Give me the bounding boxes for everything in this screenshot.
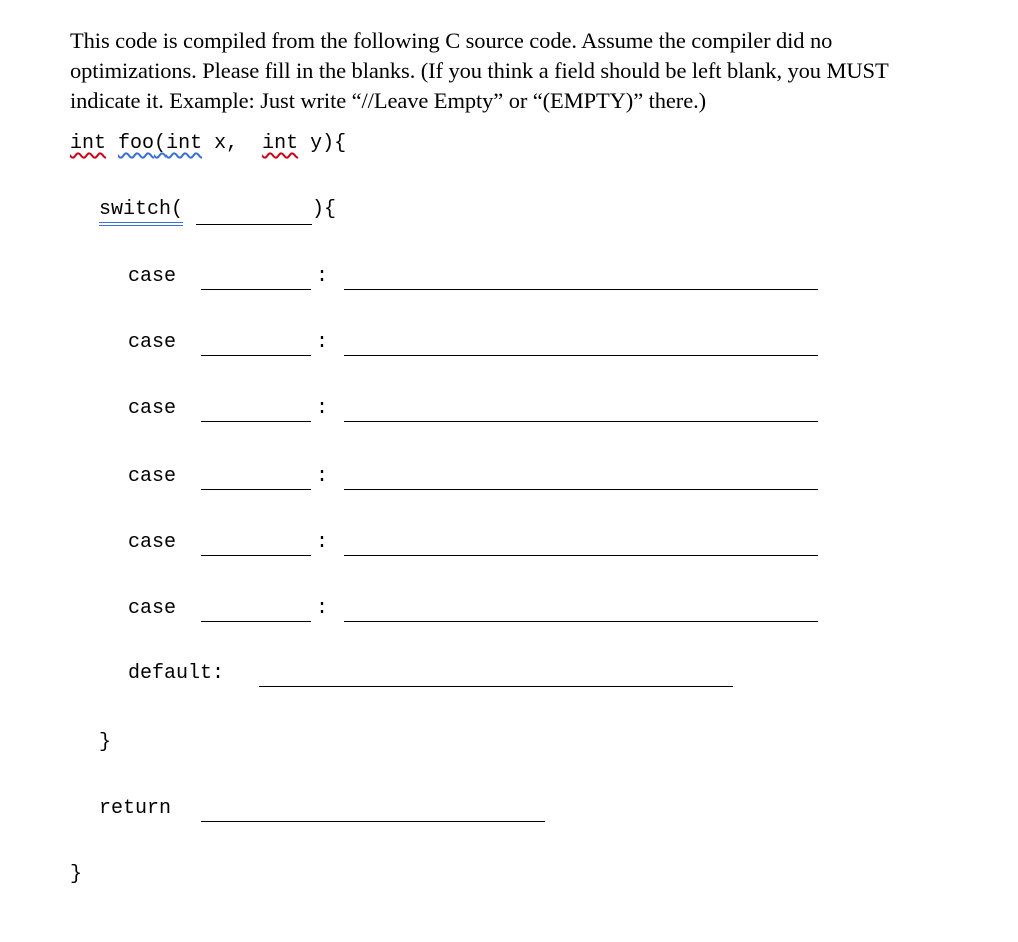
function-signature <box>70 132 346 156</box>
case-colon: : <box>316 597 329 620</box>
case-colon: : <box>316 531 329 554</box>
case-label: case <box>128 397 177 420</box>
case-body-blank[interactable] <box>344 621 818 622</box>
case-body-blank[interactable] <box>344 489 818 490</box>
keyword-int-2: int <box>262 132 299 155</box>
instructions-line-3: indicate it. Example: Just write “//Leave Empty” or “(EMPTY)” there.) <box>70 88 706 113</box>
case-colon: : <box>316 465 329 488</box>
case-value-blank[interactable] <box>201 421 311 422</box>
instructions-paragraph <box>70 26 970 116</box>
switch-close-brace: } <box>99 731 112 754</box>
case-body-blank[interactable] <box>344 421 818 422</box>
return-keyword: return <box>99 797 172 820</box>
return-value-blank[interactable] <box>201 821 545 822</box>
default-label: default: <box>128 662 225 685</box>
param-y: y){ <box>298 132 347 155</box>
case-label: case <box>128 531 177 554</box>
instructions-line-1: This code is compiled from the following C source code. Assume the compiler did no <box>70 28 833 53</box>
case-colon: : <box>316 265 329 288</box>
case-body-blank[interactable] <box>344 555 818 556</box>
switch-keyword: switch( <box>99 198 183 222</box>
case-value-blank[interactable] <box>201 621 311 622</box>
case-label: case <box>128 465 177 488</box>
case-label: case <box>128 265 177 288</box>
keyword-int: int <box>70 132 107 155</box>
switch-expression-blank[interactable] <box>196 224 312 225</box>
switch-open-brace: ){ <box>312 198 337 221</box>
instructions-line-2: optimizations. Please fill in the blanks. (If you think a field should be left blank, you MUST <box>70 58 889 83</box>
default-body-blank[interactable] <box>259 686 733 687</box>
case-body-blank[interactable] <box>344 355 818 356</box>
case-label: case <box>128 597 177 620</box>
case-value-blank[interactable] <box>201 555 311 556</box>
param-x: x, <box>202 132 263 155</box>
case-colon: : <box>316 331 329 354</box>
case-value-blank[interactable] <box>201 355 311 356</box>
case-colon: : <box>316 397 329 420</box>
function-close-brace: } <box>70 863 83 886</box>
case-value-blank[interactable] <box>201 489 311 490</box>
case-body-blank[interactable] <box>344 289 818 290</box>
case-label: case <box>128 331 177 354</box>
case-value-blank[interactable] <box>201 289 311 290</box>
function-name: foo(int <box>118 132 203 155</box>
